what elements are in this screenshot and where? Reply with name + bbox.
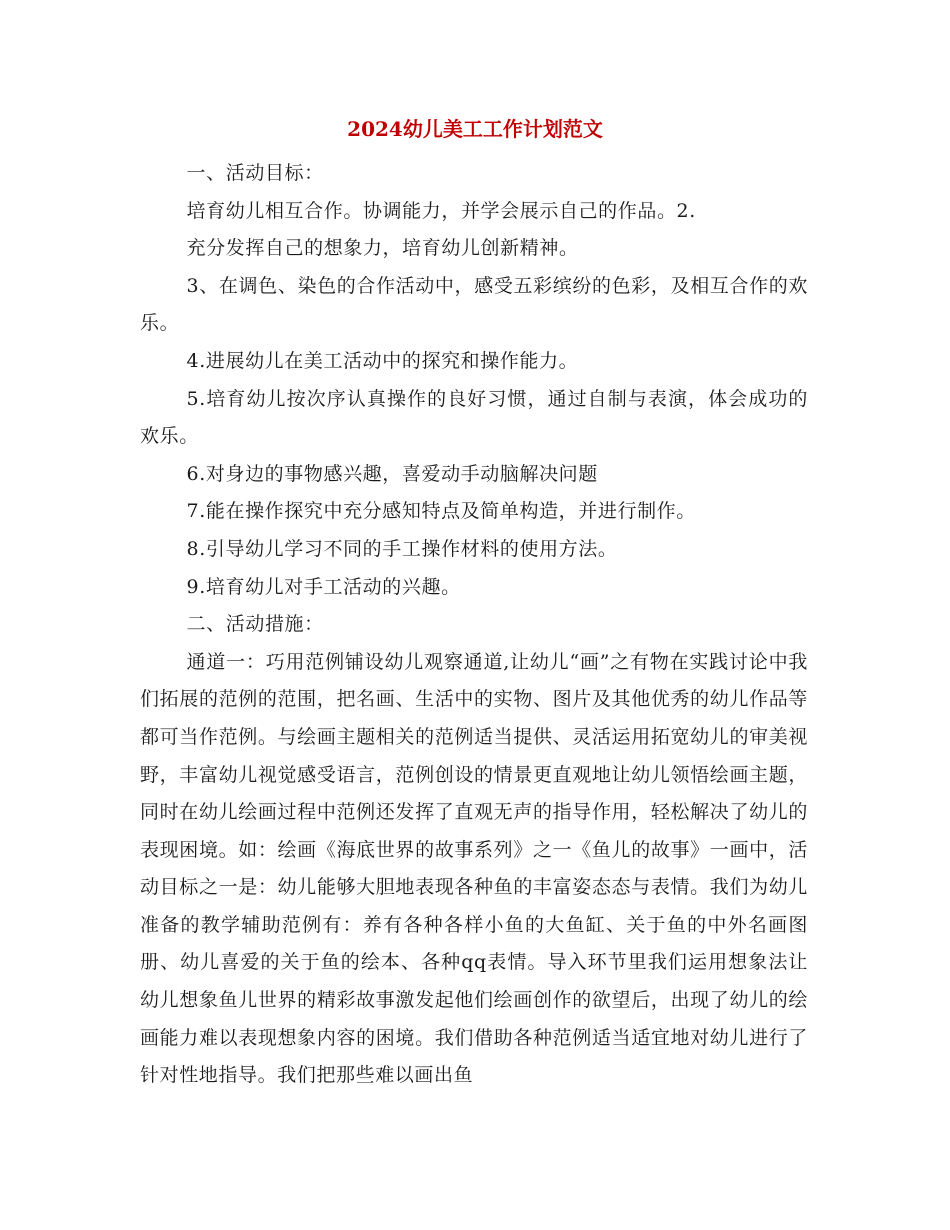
paragraph-goal-6: 6.对身边的事物感兴趣，喜爱动手动脑解决问题 (186, 462, 598, 485)
paragraph-goal-4: 4.进展幼儿在美工活动中的探究和操作能力。 (186, 349, 579, 372)
paragraph-goal-7: 7.能在操作探究中充分感知特点及简单构造，并进行制作。 (186, 500, 696, 523)
paragraph-channel-one: 通道一：巧用范例铺设幼儿观察通道,让幼儿“画”之有物在实践讨论中我们拓展的范例的范围，把名画、生活中的实物、图片及其他优秀的幼儿作品等都可当作范例。与绘画主题相关的范例适当提供、灵活运用拓宽幼儿的审美视野，丰富幼儿视觉感受语言，范例创设的情景更直观地让幼儿领悟绘画主题，同时在幼儿绘画过程中范例还发挥了直观无声的指导作用，轻松解决了幼儿的表现困境。如：绘画《海底世界的故事系列》之一《鱼儿的故事》一画中，活动目标之一是：幼儿能够大胆地表现各种鱼的丰富姿态态与表情。我们为幼儿准备的教学辅助范例有：养有各种各样小鱼的大鱼缸、关于鱼的中外名画图册、幼儿喜爱的关于鱼的绘本、各种qq表情。导入环节里我们运用想象法让幼儿想象鱼儿世界的精彩故事激发起他们绘画创作的欲望后，出现了幼儿的绘画能力难以表现想象内容的困境。我们借助各种范例适当适宜地对幼儿进行了针对性地指导。我们把那些难以画出鱼 (140, 650, 808, 1087)
paragraph-goal-2: 充分发挥自己的想象力，培育幼儿创新精神。 (186, 237, 579, 260)
paragraph-goal-5: 5.培育幼儿按次序认真操作的良好习惯，通过自制与表演，体会成功的欢乐。 (140, 387, 808, 448)
paragraph-goal-3: 3、在调色、染色的合作活动中，感受五彩缤纷的色彩，及相互合作的欢乐。 (140, 274, 808, 335)
paragraph-goal-1: 培育幼儿相互合作。协调能力，并学会展示自己的作品。2. (186, 199, 696, 222)
document-body (140, 155, 808, 1095)
paragraph-goal-8: 8.引导幼儿学习不同的手工操作材料的使用方法。 (186, 537, 618, 560)
paragraph-goal-9: 9.培育幼儿对手工活动的兴趣。 (186, 575, 461, 598)
paragraph-measures-heading: 二、活动措施： (186, 613, 324, 636)
paragraph-goals-heading: 一、活动目标： (186, 162, 324, 184)
document-title: 2024幼儿美工工作计划范文 (347, 117, 603, 141)
